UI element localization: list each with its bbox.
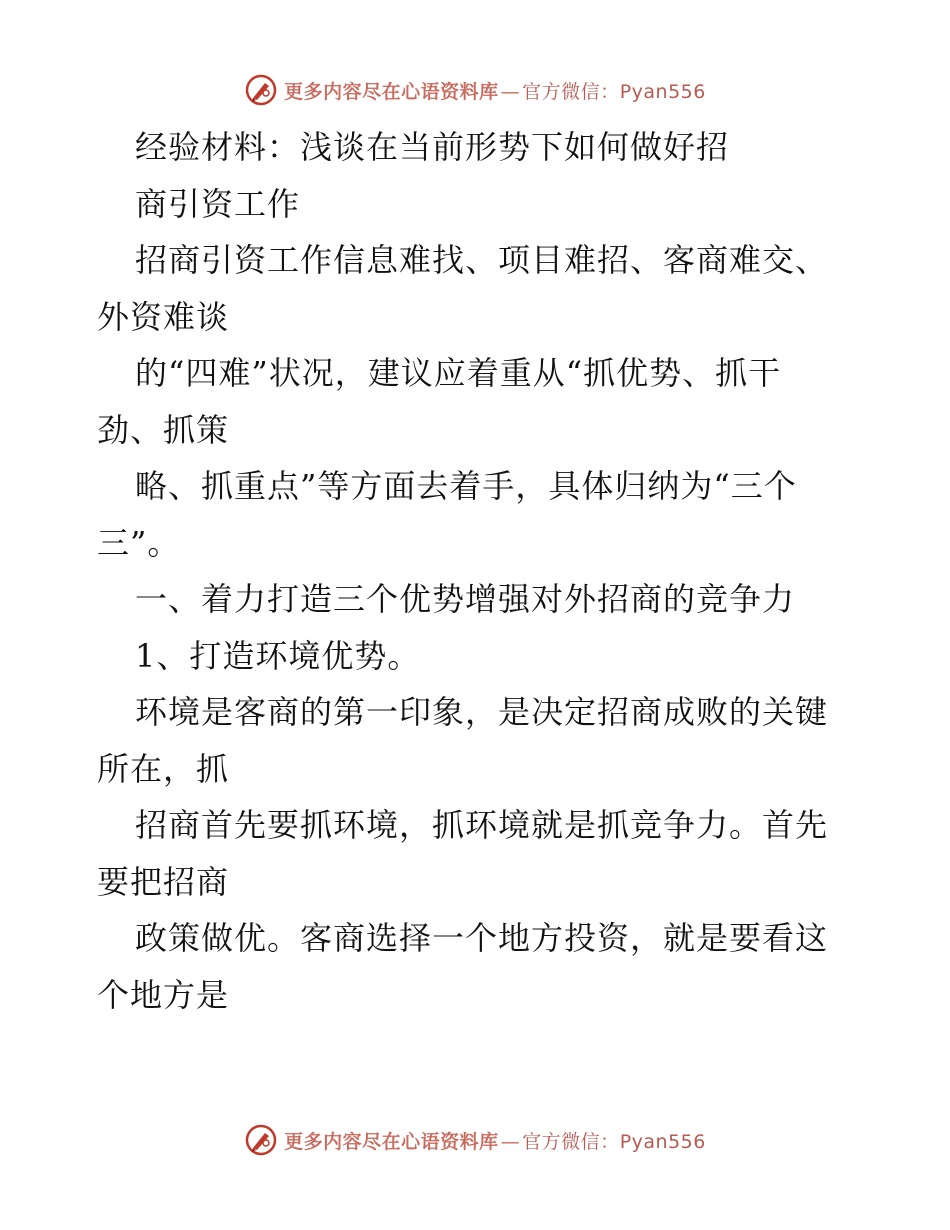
text-line: 的“四难”状况，建议应着重从“抓优势、抓干: [135, 354, 782, 392]
text-line: 外资难谈: [97, 297, 230, 336]
document-body: [97, 124, 857, 1028]
text-line: 政策做优。客商选择一个地方投资，就是要看这: [135, 919, 829, 957]
text-line: 一、着力打造三个优势增强对外招商的竞争力: [135, 580, 796, 618]
watermark-brand: 更多内容尽在心语资料库: [284, 1130, 499, 1153]
text-line: 个地方是: [97, 975, 230, 1014]
text-line: 环境是客商的第一印象，是决定招商成败的关键: [135, 693, 829, 731]
watermark-separator: —: [500, 1130, 521, 1153]
text-line: 略、抓重点”等方面去着手，具体归纳为“三个: [135, 467, 797, 505]
text-line: 经验材料：浅谈在当前形势下如何做好招: [135, 128, 730, 166]
header-watermark: [0, 70, 950, 110]
watermark-wechat-label: 官方微信：: [522, 80, 620, 103]
watermark-wechat-id: Pyan556: [619, 80, 706, 103]
text-line: 1、打造环境优势。: [135, 636, 421, 675]
text-line: 劲、抓策: [97, 410, 230, 449]
watermark-text: [284, 77, 706, 104]
watermark-separator: —: [500, 80, 521, 103]
pen-circle-logo-icon: [244, 73, 278, 107]
text-line: 商引资工作: [135, 184, 301, 223]
watermark-text: [284, 1127, 706, 1154]
watermark-brand: 更多内容尽在心语资料库: [284, 80, 499, 103]
watermark-wechat-id: Pyan556: [619, 1130, 706, 1153]
pen-circle-logo-icon: [244, 1123, 278, 1157]
text-line: 三”。: [97, 523, 181, 562]
text-line: 招商引资工作信息难找、项目难招、客商难交、: [135, 241, 829, 279]
text-line: 招商首先要抓环境，抓环境就是抓竞争力。首先: [135, 806, 829, 844]
text-line: 要把招商: [97, 862, 230, 901]
text-line: 所在，抓: [97, 749, 230, 788]
footer-watermark: [0, 1120, 950, 1160]
watermark-wechat-label: 官方微信：: [522, 1130, 620, 1153]
